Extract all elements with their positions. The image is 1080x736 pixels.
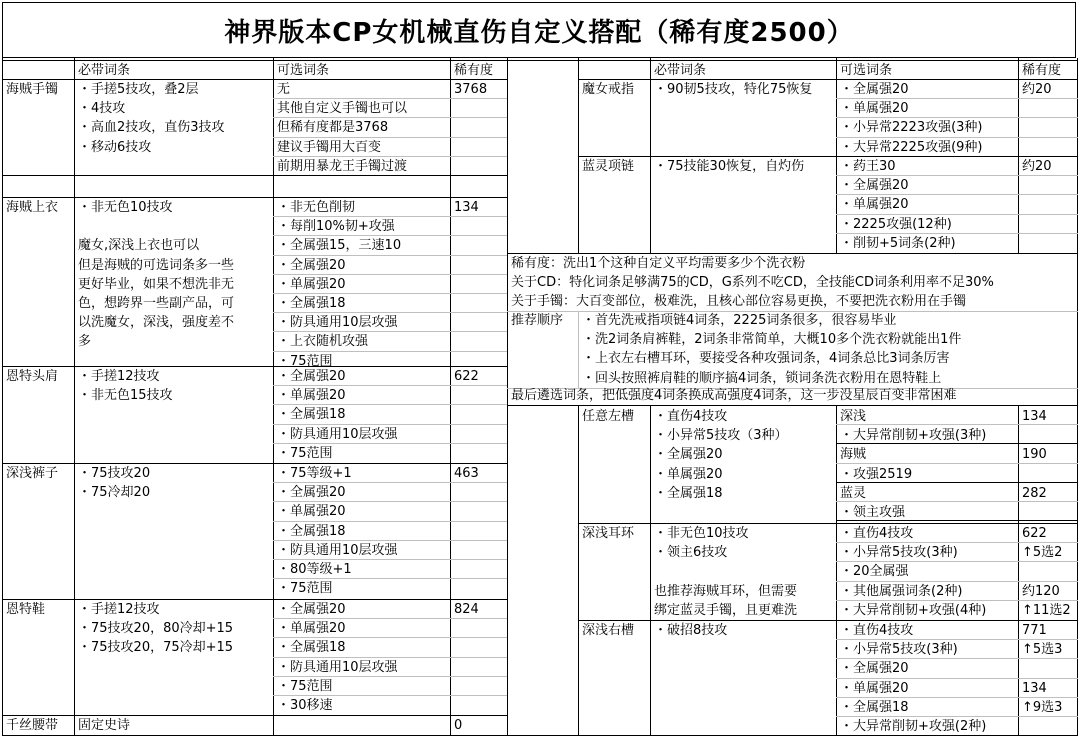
required-affix: ・直伤4技攻 (654, 409, 728, 424)
final-note: 最后遴选词条，把低强度4词条换成高强度4词条，这一步没星辰百变非常困难 (511, 388, 957, 403)
option-name: 蓝灵 (840, 485, 867, 501)
rarity-value: 190 (1022, 447, 1047, 463)
page-title: 神界版本CP女机械直伤自定义搭配（稀有度2500） (2, 2, 1076, 58)
rarity-value: ↑5选3 (1022, 642, 1063, 658)
rarity-value: 622 (454, 369, 479, 384)
optional-affix: ・全属强20 (840, 178, 909, 194)
optional-affix: ・75范围 (277, 678, 333, 694)
option-name: 深浅 (840, 409, 867, 424)
optional-affix: ・小异常5技攻(3种) (840, 545, 958, 561)
required-affix: 以洗魔女，深浅，强度差不 (78, 315, 235, 331)
required-affix: ・高血2技攻，直伤3技攻 (78, 120, 225, 136)
order-label: 推荐顺序 (511, 313, 564, 328)
rarity-value: ↑5选2 (1022, 545, 1063, 561)
slot-name: 深浅耳环 (582, 526, 635, 541)
optional-affix: ・全属强18 (277, 523, 346, 539)
optional-affix: 其他自定义手镯也可以 (277, 101, 408, 117)
order-step: ・洗2词条肩裤鞋，2词条非常简单，大概10多个洗衣粉就能出1件 (582, 332, 962, 348)
optional-affix: ・2225攻强(12种) (840, 216, 952, 232)
note-line: 关于CD：特化词条足够满75的CD，G系列不吃CD，全技能CD词条利用率不足30% (511, 275, 994, 291)
optional-affix: ・单属强20 (277, 621, 346, 637)
note-line: 稀有度：洗出1个这种自定义平均需要多少个洗衣粉 (511, 256, 806, 271)
slot-name: 海贼上衣 (6, 200, 59, 215)
rarity-value: 282 (1022, 485, 1047, 501)
optional-affix: ・削韧+5词条(2种) (840, 235, 956, 251)
optional-affix: ・全属强20 (277, 485, 346, 501)
optional-affix: ・攻强2519 (840, 466, 913, 482)
optional-affix: 前期用暴龙王手镯过渡 (277, 158, 408, 174)
column-header: 可选词条 (840, 63, 893, 78)
required-affix: ・手搓12技攻 (78, 369, 160, 384)
required-affix: 固定史诗 (78, 718, 131, 733)
slot-name: 深浅右槽 (582, 623, 635, 638)
optional-affix: ・全属强18 (277, 640, 346, 656)
slot-name: 恩特头肩 (6, 369, 59, 384)
rarity-value: 3768 (454, 82, 488, 97)
rarity-value: ↑11选2 (1022, 602, 1071, 618)
optional-affix: ・小异常2223攻强(3种) (840, 120, 983, 136)
required-affix: ・非无色15技攻 (78, 388, 173, 404)
optional-affix: ・防具通用10层攻强 (277, 659, 398, 675)
optional-affix: ・75等级+1 (277, 466, 352, 481)
optional-affix: ・大异常削韧+攻强(3种) (840, 428, 987, 444)
optional-affix: ・全属强18 (277, 296, 346, 311)
required-affix: ・90韧5技攻，特化75恢复 (654, 82, 813, 97)
optional-affix: ・单属强20 (277, 504, 346, 520)
optional-affix: ・大异常2225攻强(9种) (840, 139, 983, 155)
slot-name: 恩特鞋 (6, 602, 46, 617)
rarity-value: 约20 (1022, 159, 1052, 174)
optional-affix: 无 (277, 82, 291, 97)
optional-affix: ・全属强18 (840, 699, 909, 715)
required-affix: ・单属强20 (654, 466, 723, 482)
column-header: 必带词条 (78, 63, 131, 78)
required-affix: ・破招8技攻 (654, 623, 728, 638)
note-line: 关于手镯：大百变部位，极难洗，且核心部位容易更换，不要把洗衣粉用在手镯 (511, 294, 967, 310)
rarity-value: 0 (454, 718, 463, 733)
column-header: 可选词条 (277, 63, 330, 78)
column-header: 稀有度 (454, 63, 494, 78)
order-step: ・回头按照裤肩鞋的顺序搞4词条，锁词条洗衣粉用在恩特鞋上 (582, 370, 942, 386)
optional-affix: ・单属强20 (277, 388, 346, 404)
slot-name: 魔女戒指 (582, 82, 635, 97)
rarity-value: 771 (1022, 623, 1047, 638)
optional-affix: ・单属强20 (840, 101, 909, 117)
optional-affix: ・全属强20 (840, 661, 909, 677)
note-line: 也推荐海贼耳环，但需要 (654, 584, 798, 599)
optional-affix: ・75范围 (277, 445, 333, 461)
optional-affix: ・防具通用10层攻强 (277, 542, 398, 558)
optional-affix: ・小异常5技攻(3种) (840, 642, 958, 658)
optional-affix: ・单属强20 (840, 680, 909, 696)
required-affix: ・移动6技攻 (78, 139, 152, 155)
rarity-value: ↑9选3 (1022, 699, 1063, 715)
optional-affix: ・75范围 (277, 581, 333, 597)
optional-affix: 但稀有度都是3768 (277, 120, 389, 136)
optional-affix: ・80等级+1 (277, 562, 352, 577)
rarity-value: 134 (1022, 680, 1047, 696)
required-affix: ・75技攻20，75冷却+15 (78, 640, 234, 656)
required-affix: ・75技攻20，80冷却+15 (78, 621, 234, 637)
optional-affix: ・直伤4技攻 (840, 526, 914, 541)
required-affix: ・非无色10技攻 (78, 200, 173, 215)
slot-name: 任意左槽 (582, 409, 635, 424)
rarity-value: 622 (1022, 526, 1047, 541)
required-affix: 色，想跨界一些副产品，可 (78, 296, 235, 311)
optional-affix: ・全属强15，三速10 (277, 238, 402, 254)
optional-affix: ・20全属强 (840, 564, 909, 580)
optional-affix: ・非无色削韧 (277, 200, 356, 215)
required-affix: ・75技攻20 (78, 466, 151, 481)
note-line: 绑定蓝灵手镯，且更难洗 (654, 603, 798, 619)
optional-affix: ・上衣随机攻强 (277, 334, 369, 350)
column-header: 稀有度 (1022, 63, 1062, 78)
optional-affix: ・领主攻强 (840, 505, 906, 520)
order-step: ・首先洗戒指项链4词条，2225词条很多，很容易毕业 (582, 313, 897, 328)
required-affix: ・手搓5技攻，叠2层 (78, 82, 199, 97)
optional-affix: ・防具通用10层攻强 (277, 315, 398, 331)
rarity-value: 134 (454, 200, 479, 215)
required-affix: ・全属强18 (654, 485, 723, 501)
order-step: ・上衣左右槽耳环，要接受各种攻强词条，4词条总比3词条厉害 (582, 351, 950, 367)
optional-affix: ・全属强18 (277, 407, 346, 423)
optional-affix: ・防具通用10层攻强 (277, 426, 398, 442)
optional-affix: ・单属强20 (277, 276, 346, 292)
slot-name: 千丝腰带 (6, 718, 59, 733)
optional-affix: ・单属强20 (840, 197, 909, 213)
optional-affix: ・全属强20 (840, 82, 909, 97)
required-affix: ・领主6技攻 (654, 545, 728, 561)
optional-affix: ・75范围 (277, 353, 333, 369)
optional-affix: ・大异常削韧+攻强(4种) (840, 602, 987, 618)
optional-affix: ・全属强20 (277, 602, 346, 617)
required-affix: 但是海贼的可选词条多一些 (78, 257, 235, 273)
required-affix: ・75冷却20 (78, 485, 151, 501)
optional-affix: ・全属强20 (277, 369, 346, 384)
slot-name: 海贼手镯 (6, 82, 59, 97)
required-affix: 更好毕业，如果不想洗非无 (78, 276, 235, 292)
optional-affix: ・全属强20 (277, 257, 346, 273)
rarity-value: 约120 (1022, 583, 1060, 599)
option-name: 海贼 (840, 447, 867, 463)
rarity-value: 463 (454, 466, 479, 481)
required-affix: ・4技攻 (78, 101, 126, 117)
required-affix: ・全属强20 (654, 447, 723, 463)
required-affix: 魔女,深浅上衣也可以 (78, 238, 200, 254)
rarity-value: 824 (454, 602, 479, 617)
optional-affix: ・药王30 (840, 159, 896, 174)
required-affix: 多 (78, 334, 92, 350)
required-affix: ・非无色10技攻 (654, 526, 749, 541)
required-affix: ・75技能30恢复，自灼伤 (654, 159, 805, 174)
optional-affix: ・30移速 (277, 698, 333, 713)
required-affix: ・手搓12技攻 (78, 602, 160, 617)
optional-affix: ・大异常削韧+攻强(2种) (840, 719, 987, 734)
optional-affix: ・每削10%韧+攻强 (277, 219, 395, 235)
column-header: 必带词条 (654, 63, 707, 78)
optional-affix: ・其他属强词条(2种) (840, 583, 963, 599)
rarity-value: 约20 (1022, 82, 1052, 97)
slot-name: 蓝灵项链 (582, 159, 635, 174)
rarity-value: 134 (1022, 409, 1047, 424)
slot-name: 深浅裤子 (6, 466, 59, 481)
required-affix: ・小异常5技攻（3种） (654, 428, 788, 444)
optional-affix: ・直伤4技攻 (840, 623, 914, 638)
optional-affix: 建议手镯用大百变 (277, 139, 382, 155)
